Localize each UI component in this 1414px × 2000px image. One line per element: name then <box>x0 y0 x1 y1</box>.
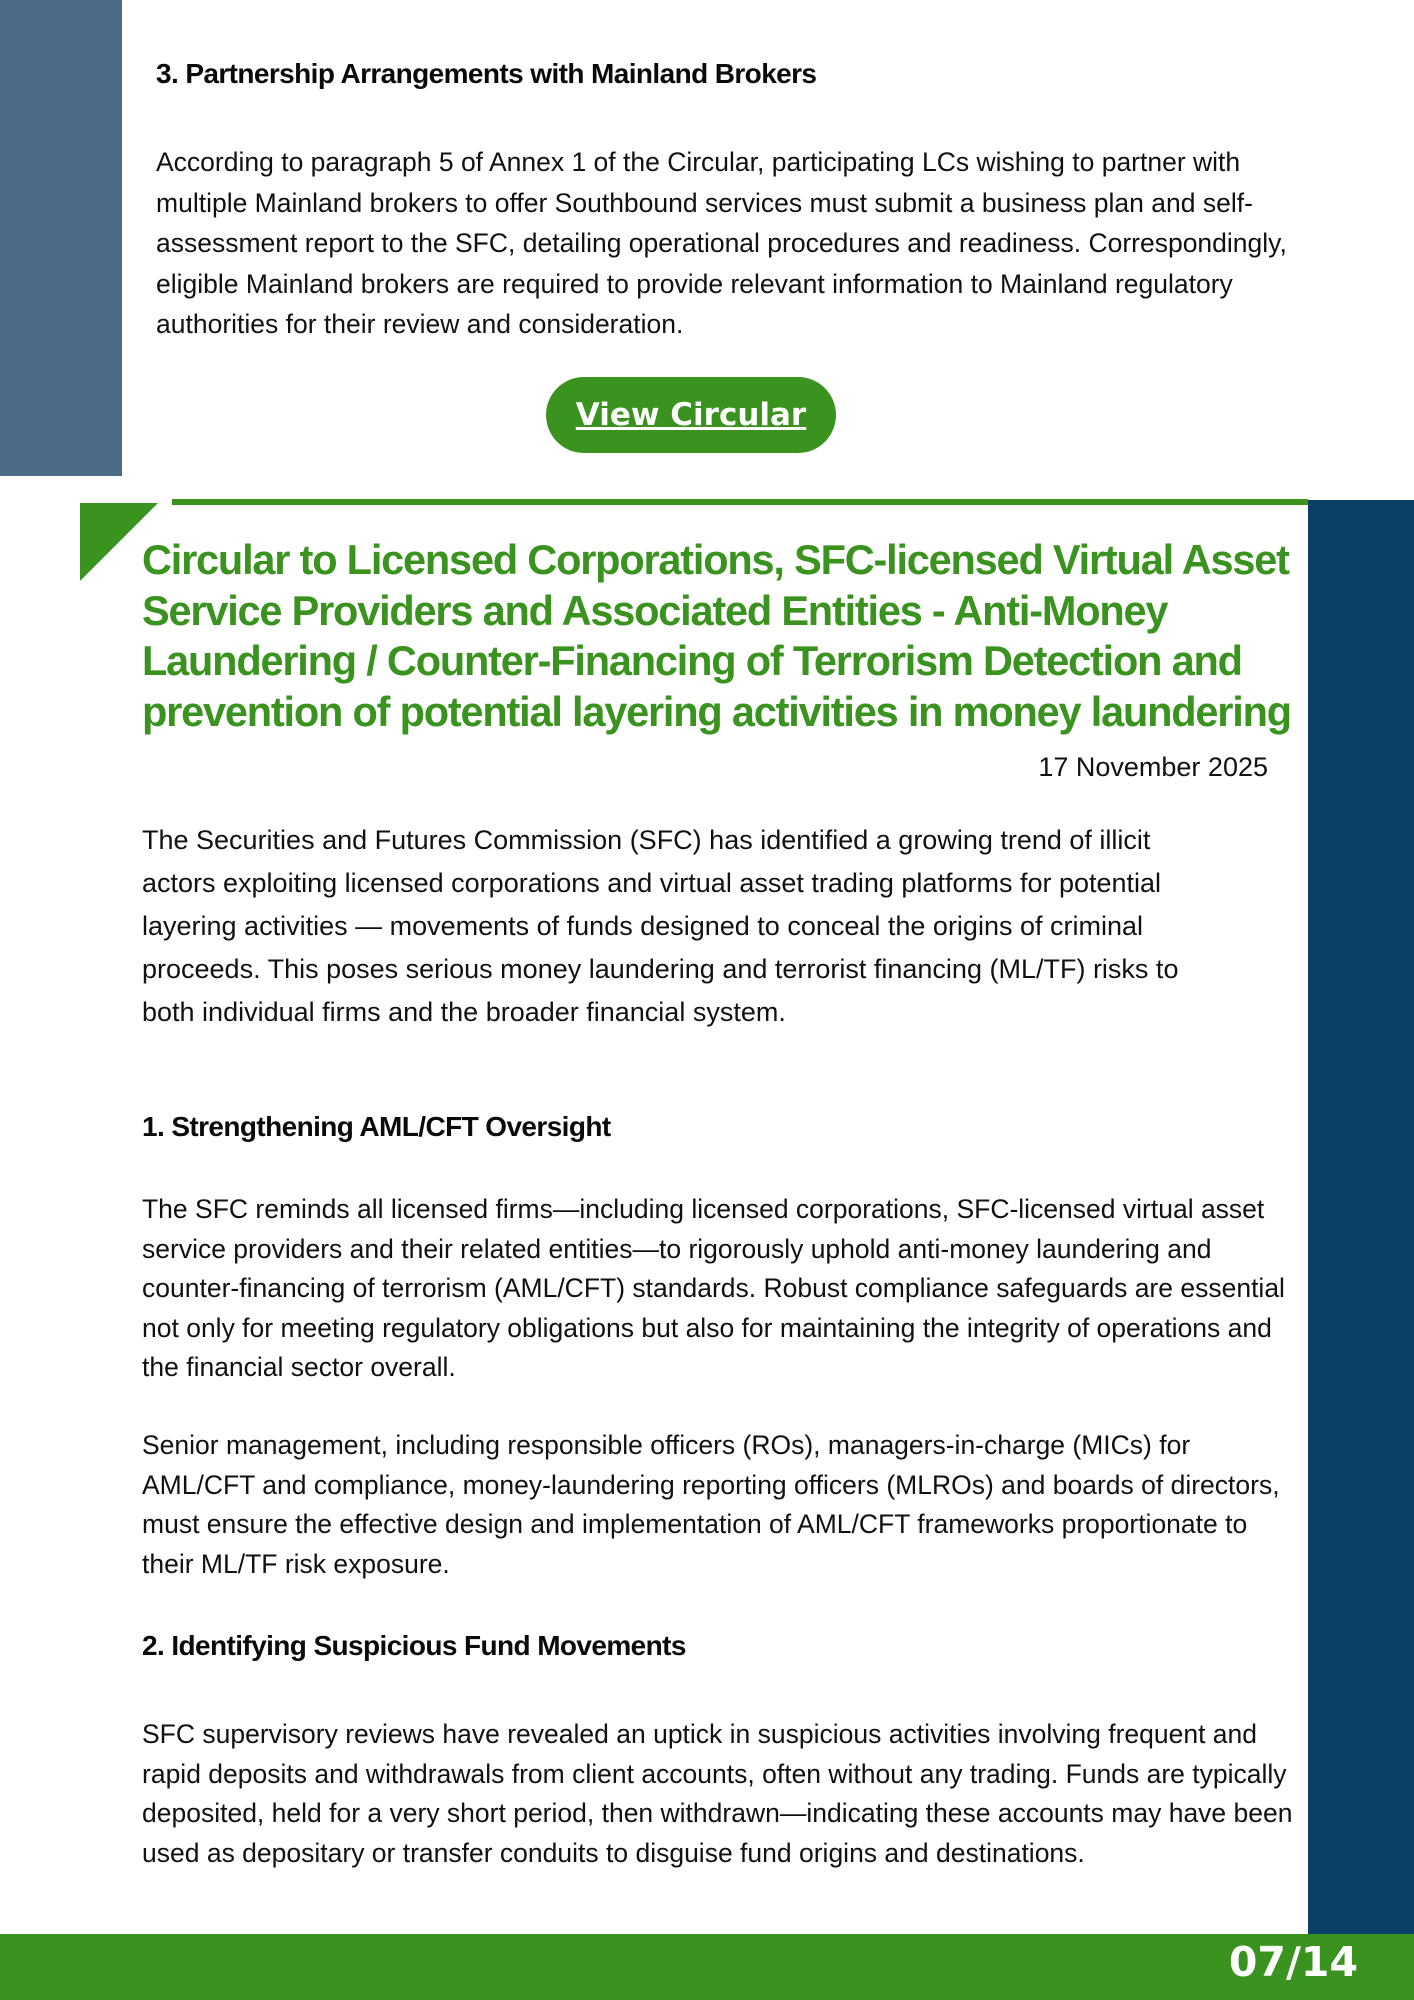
suspicious-funds-paragraph: SFC supervisory reviews have revealed an uptick in suspicious activities involving frequent and rapid deposits and withdrawals from client accounts, often without any trading. Funds are typically deposited, held for a very short period, then withdrawn—indicating these accounts may have been used as depositary or transfer conduits to disguise fund origins and destinations. <box>142 1719 1293 1868</box>
circular-intro-paragraph: The Securities and Futures Commission (SFC) has identified a growing trend of illicit actors exploiting licensed corporations and virtual asset trading platforms for potential layering activities — movements of funds designed to conceal the origins of criminal proceeds. This poses serious money laundering and terrorist financing (ML/TF) risks to both individual firms and the broader financial system. <box>142 825 1179 1027</box>
aml-oversight-paragraph-1: The SFC reminds all licensed firms—including licensed corporations, SFC-licensed virtual asset service providers and their related entities—to rigorously uphold anti-money laundering and counter-financing of terrorism (AML/CFT) standards. Robust compliance safeguards are essential not only for meeting regulatory obligations but also for maintaining the integrity of operations and the financial sector overall. <box>142 1194 1285 1382</box>
section-heading-aml-oversight: 1. Strengthening AML/CFT Oversight <box>142 1111 611 1142</box>
view-circular-label: View Circular <box>575 397 807 433</box>
section-heading-suspicious-funds: 2. Identifying Suspicious Fund Movements <box>142 1630 686 1661</box>
section-divider-rule <box>172 499 1308 505</box>
right-decorative-band <box>1308 500 1414 1934</box>
circular-date: 17 November 2025 <box>1038 752 1268 782</box>
circular-title: Circular to Licensed Corporations, SFC-licensed Virtual Asset Service Providers and Associated Entities - Anti-Money Laundering / Counter-Financing of Terrorism Detection and prevention of potential layering activities in money laundering <box>142 536 1291 735</box>
page-number: 07/14 <box>1228 1938 1358 1986</box>
left-decorative-band <box>0 0 122 476</box>
partnership-paragraph: According to paragraph 5 of Annex 1 of the Circular, participating LCs wishing to partner with multiple Mainland brokers to offer Southbound services must submit a business plan and self-assessment report to the SFC, detailing operational procedures and readiness. Correspondingly, eligible Mainland brokers are required to provide relevant information to Mainland regulatory authorities for their review and consideration. <box>156 147 1287 339</box>
footer-bar <box>0 1934 1414 2000</box>
view-circular-button[interactable] <box>546 377 836 453</box>
partnership-heading: 3. Partnership Arrangements with Mainland Brokers <box>156 58 817 89</box>
aml-oversight-paragraph-2: Senior management, including responsible officers (ROs), managers-in-charge (MICs) for AML/CFT and compliance, money-laundering reporting officers (MLROs) and boards of directors, must ensure the effective design and implementation of AML/CFT frameworks proportionate to their ML/TF risk exposure. <box>142 1430 1280 1579</box>
